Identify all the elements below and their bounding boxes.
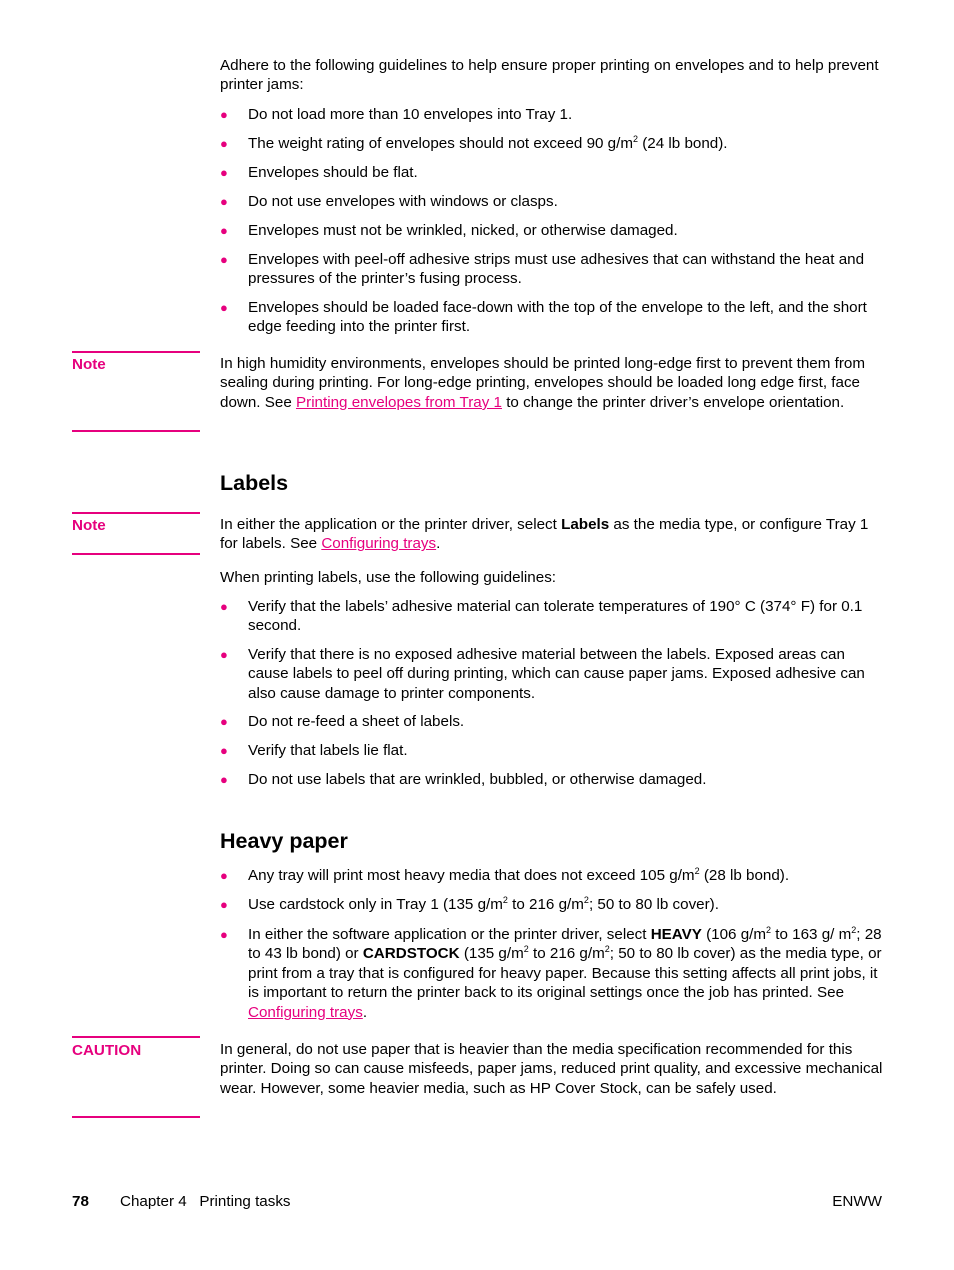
labels-heading: Labels xyxy=(220,471,289,495)
bullet-icon: ● xyxy=(220,897,228,912)
envelopes-intro: Adhere to the following guidelines to help ensure proper printing on envelopes and to help prevent printer jams: xyxy=(220,57,879,94)
bullet-icon: ● xyxy=(220,772,228,787)
bullet-icon: ● xyxy=(220,927,228,942)
bullet-icon: ● xyxy=(220,647,228,662)
configuring-trays-link[interactable]: Configuring trays xyxy=(321,535,437,553)
caution-label: CAUTION xyxy=(72,1042,142,1059)
bullet-icon: ● xyxy=(220,223,228,238)
note-label: Note xyxy=(72,356,106,373)
page-number: 78 xyxy=(72,1193,89,1210)
bullet-icon: ● xyxy=(220,165,228,180)
envelopes-note-text: In high humidity environments, envelopes should be printed long-edge first to prevent them from sealing during printing. For long-edge printing, envelopes should be loaded long edge first, face down. See Printing envelopes from Tray 1 to change the printer driver’s envelope orientation. xyxy=(220,355,865,411)
bullet-icon: ● xyxy=(220,599,228,614)
note-label: Note xyxy=(72,517,106,534)
bullet-icon: ● xyxy=(220,136,228,151)
footer-chapter: Chapter 4 Printing tasks xyxy=(120,1193,291,1210)
caution-rule-top xyxy=(72,1036,200,1038)
caution-text: In general, do not use paper that is heavier than the media specification recommended for this printer. Doing so can cause misfeeds, paper jams, reduced print quality, and excessive mechanical wear. However, some heavier media, such as HP Cover Stock, can be safely used. xyxy=(220,1041,883,1097)
bullet-icon: ● xyxy=(220,252,228,267)
bullet-icon: ● xyxy=(220,107,228,122)
configuring-trays-link[interactable]: Configuring trays xyxy=(248,1003,363,1021)
caution-rule-bottom xyxy=(72,1116,200,1118)
bullet-icon: ● xyxy=(220,743,228,758)
heavy-paper-heading: Heavy paper xyxy=(220,829,348,853)
bullet-icon: ● xyxy=(220,714,228,729)
bullet-icon: ● xyxy=(220,868,228,883)
note-rule-top xyxy=(72,512,200,514)
bullet-icon: ● xyxy=(220,300,228,315)
note-rule-bottom xyxy=(72,553,200,555)
labels-intro: When printing labels, use the following guidelines: xyxy=(220,569,557,586)
note-rule-top xyxy=(72,351,200,353)
footer-right: ENWW xyxy=(832,1193,882,1210)
bullet-icon: ● xyxy=(220,194,228,209)
printing-envelopes-link[interactable]: Printing envelopes from Tray 1 xyxy=(296,393,502,411)
note-rule-bottom xyxy=(72,430,200,432)
labels-note-text: In either the application or the printer driver, select Labels as the media type, or configure Tray 1 for labels. See Configuring trays. xyxy=(220,516,869,553)
